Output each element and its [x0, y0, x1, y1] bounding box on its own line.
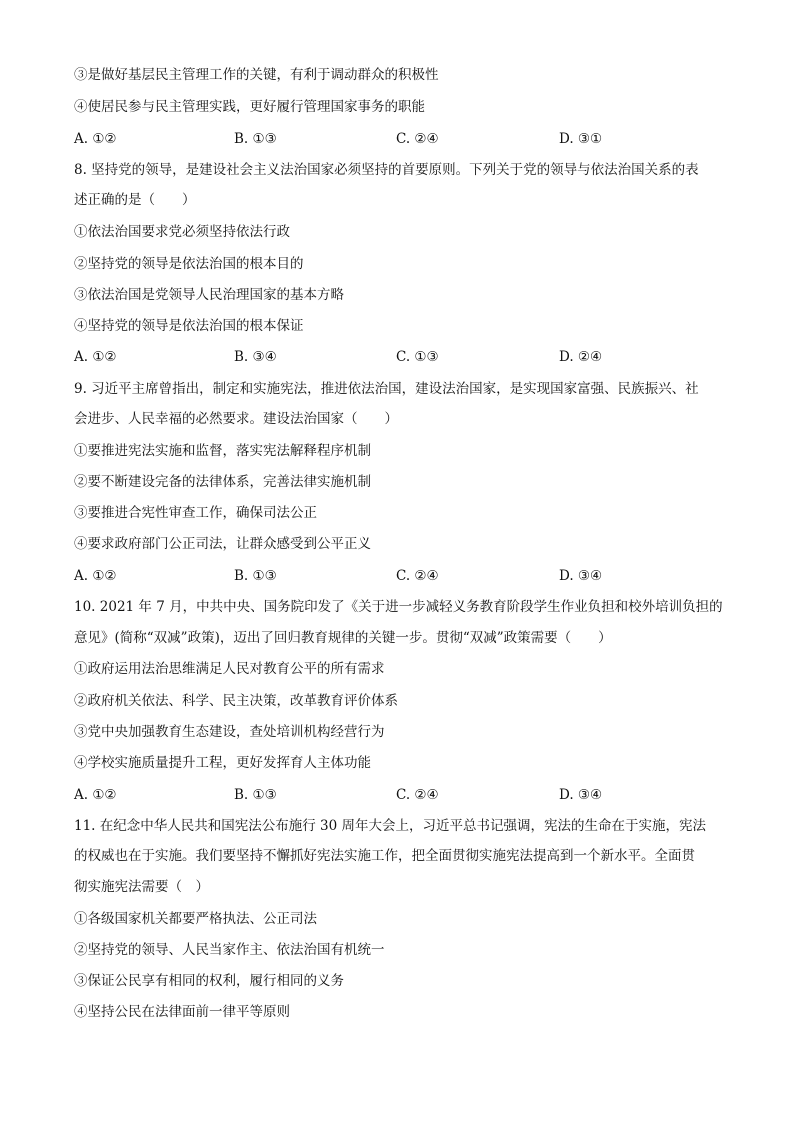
q7-option-4: ④使居民参与民主管理实践，更好履行管理国家事务的职能 [74, 99, 425, 115]
q9-choices [74, 566, 734, 586]
q11-stem-line-1: 11. 在纪念中华人民共和国宪法公布施行 30 周年大会上，习近平总书记强调，宪法的生命在于实施，宪法 [74, 818, 707, 834]
q8-stem-line-2: 述正确的是（ ） [74, 192, 196, 208]
q9-choice-b: B. ①③ [234, 568, 277, 584]
q8-item-4: ④坚持党的领导是依法治国的根本保证 [74, 318, 304, 334]
q8-choice-a: A. ①② [74, 349, 117, 365]
q7-choice-d: D. ③① [559, 131, 603, 147]
q10-item-2: ②政府机关依法、科学、民主决策，改革教育评价体系 [74, 693, 398, 709]
q10-stem-line-2: 意见》(简称“双减”政策)，迈出了回归教育规律的关键一步。贯彻“双减”政策需要（ ） [74, 630, 612, 646]
q11-item-3: ③保证公民享有相同的权利，履行相同的义务 [74, 973, 344, 989]
q9-stem-line-1: 9. 习近平主席曾指出，制定和实施宪法，推进依法治国，建设法治国家，是实现国家富强、民族振兴、社 [74, 381, 699, 397]
q7-choice-b: B. ①③ [234, 131, 277, 147]
q9-stem-line-2: 会进步、人民幸福的必然要求。建设法治国家（ ） [74, 411, 398, 427]
q11-stem-line-2: 的权威也在于实施。我们要坚持不懈抓好宪法实施工作，把全面贯彻实施宪法提高到一个新水平。全面贯 [74, 848, 695, 864]
q10-item-3: ③党中央加强教育生态建设，查处培训机构经营行为 [74, 724, 385, 740]
q8-choice-c: C. ①③ [396, 349, 439, 365]
q8-item-2: ②坚持党的领导是依法治国的根本目的 [74, 256, 304, 272]
q9-choice-d: D. ③④ [559, 568, 603, 584]
q8-item-1: ①依法治国要求党必须坚持依法行政 [74, 224, 290, 240]
q7-option-3: ③是做好基层民主管理工作的关键，有利于调动群众的积极性 [74, 67, 439, 83]
q7-choice-c: C. ②④ [396, 131, 439, 147]
q8-choice-d: D. ②④ [559, 349, 603, 365]
q10-choice-b: B. ①③ [234, 787, 277, 803]
q11-stem-line-3: 彻实施宪法需要（ ） [74, 879, 209, 895]
q9-item-4: ④要求政府部门公正司法，让群众感受到公平正义 [74, 536, 371, 552]
q10-choice-d: D. ③④ [559, 787, 603, 803]
q9-item-2: ②要不断建设完备的法律体系，完善法律实施机制 [74, 474, 371, 490]
q10-item-4: ④学校实施质量提升工程，更好发挥育人主体功能 [74, 755, 371, 771]
q9-choice-c: C. ②④ [396, 568, 439, 584]
q8-choice-b: B. ③④ [234, 349, 277, 365]
q7-choices [74, 129, 734, 149]
q9-item-1: ①要推进宪法实施和监督，落实宪法解释程序机制 [74, 443, 371, 459]
q7-choice-a: A. ①② [74, 131, 117, 147]
q10-item-1: ①政府运用法治思维满足人民对教育公平的所有需求 [74, 661, 385, 677]
q10-stem-line-1: 10. 2021 年 7 月，中共中央、国务院印发了《关于进一步减轻义务教育阶段学生作业负担和校外培训负担的 [74, 599, 723, 615]
q9-item-3: ③要推进合宪性审查工作，确保司法公正 [74, 505, 317, 521]
q10-choices [74, 785, 734, 805]
q8-item-3: ③依法治国是党领导人民治理国家的基本方略 [74, 287, 344, 303]
q11-item-2: ②坚持党的领导、人民当家作主、依法治国有机统一 [74, 942, 385, 958]
q10-choice-c: C. ②④ [396, 787, 439, 803]
q8-choices [74, 347, 734, 367]
q11-item-1: ①各级国家机关都要严格执法、公正司法 [74, 911, 317, 927]
q8-stem-line-1: 8. 坚持党的领导，是建设社会主义法治国家必须坚持的首要原则。下列关于党的领导与依法治国关系的表 [74, 162, 699, 178]
q10-choice-a: A. ①② [74, 787, 117, 803]
q11-item-4: ④坚持公民在法律面前一律平等原则 [74, 1004, 290, 1020]
q9-choice-a: A. ①② [74, 568, 117, 584]
